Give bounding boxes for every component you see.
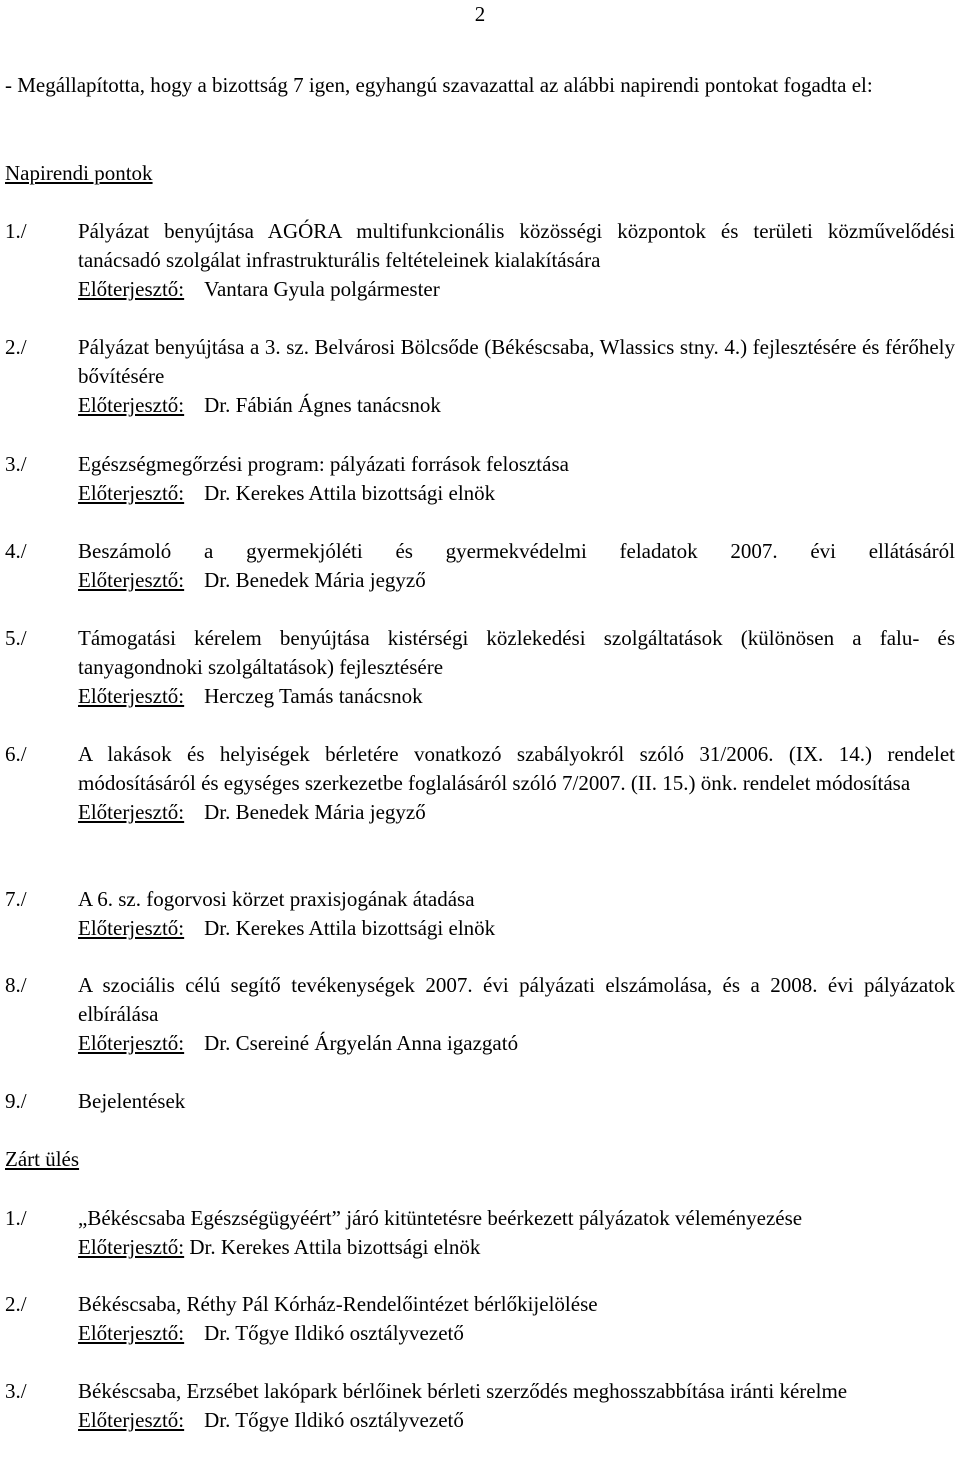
agenda-item-3	[5, 450, 955, 508]
agenda-item-7	[5, 885, 955, 943]
presenter-name: Dr. Csereiné Árgyelán Anna igazgató	[204, 1031, 519, 1055]
page-number: 2	[474, 2, 486, 26]
item-number: 8./	[5, 973, 27, 997]
presenter-label: Előterjesztő:	[78, 393, 185, 417]
agenda-heading: Napirendi pontok	[5, 161, 153, 185]
presenter-name: Dr. Tőgye Ildikó osztályvezető	[204, 1321, 464, 1345]
item-title: Támogatási kérelem benyújtása kistérségi közlekedési szolgáltatások (különösen a falu- és tanyagondnoki szolgáltatások) fejlesztésére	[78, 626, 955, 679]
item-presenter	[78, 391, 955, 420]
presenter-label: Előterjesztő:	[78, 1235, 185, 1259]
item-number: 6./	[5, 742, 27, 766]
item-presenter	[78, 566, 955, 595]
item-number: 2./	[5, 1292, 27, 1316]
item-number: 4./	[5, 539, 27, 563]
closed-item-2	[5, 1290, 955, 1348]
presenter-label: Előterjesztő:	[78, 800, 185, 824]
agenda-item-9	[5, 1087, 955, 1116]
item-title: A lakások és helyiségek bérletére vonatkozó szabályokról szóló 31/2006. (IX. 14.) rendelet módosításáról és egységes szerkezetbe foglalásáról szóló 7/2007. (II. 15.) önk. rendelet módosítása	[78, 742, 955, 795]
presenter-label: Előterjesztő:	[78, 1408, 185, 1432]
item-number: 3./	[5, 452, 27, 476]
item-title: Pályázat benyújtása a 3. sz. Belvárosi Bölcsőde (Békéscsaba, Wlassics stny. 4.) fejlesztésére és férőhely bővítésére	[78, 335, 955, 388]
item-presenter	[78, 479, 955, 508]
item-title: Békéscsaba, Erzsébet lakópark bérlőinek bérleti szerződés meghosszabbítása iránti kérelme	[78, 1379, 848, 1403]
item-title: A szociális célú segítő tevékenységek 2007. évi pályázati elszámolása, és a 2008. évi pályázatok elbírálása	[78, 973, 955, 1026]
item-number: 7./	[5, 887, 27, 911]
presenter-name: Dr. Tőgye Ildikó osztályvezető	[204, 1408, 464, 1432]
agenda-item-8	[5, 971, 955, 1058]
presenter-name: Dr. Fábián Ágnes tanácsnok	[204, 393, 441, 417]
item-number: 1./	[5, 1206, 27, 1230]
item-title: Egészségmegőrzési program: pályázati források felosztása	[78, 452, 569, 476]
item-number: 9./	[5, 1089, 27, 1113]
presenter-label: Előterjesztő:	[78, 568, 185, 592]
presenter-label: Előterjesztő:	[78, 916, 185, 940]
presenter-name: Dr. Benedek Mária jegyző	[204, 568, 426, 592]
item-presenter	[78, 1233, 955, 1262]
item-title: Beszámoló a gyermekjóléti és gyermekvédelmi feladatok 2007. évi ellátásáról	[78, 539, 955, 563]
item-presenter	[78, 798, 955, 827]
item-title: „Békéscsaba Egészségügyéért” járó kitüntetésre beérkezett pályázatok véleményezése	[78, 1206, 803, 1230]
presenter-name: Dr. Kerekes Attila bizottsági elnök	[189, 1235, 481, 1259]
closed-item-3	[5, 1377, 955, 1435]
item-presenter	[78, 275, 955, 304]
item-number: 1./	[5, 219, 27, 243]
presenter-name: Dr. Benedek Mária jegyző	[204, 800, 426, 824]
agenda-item-2	[5, 333, 955, 420]
presenter-name: Herczeg Tamás tanácsnok	[204, 684, 423, 708]
agenda-item-5	[5, 624, 955, 711]
presenter-name: Vantara Gyula polgármester	[204, 277, 440, 301]
item-title: A 6. sz. fogorvosi körzet praxisjogának átadása	[78, 887, 475, 911]
item-number: 5./	[5, 626, 27, 650]
agenda-item-6	[5, 740, 955, 827]
agenda-item-1	[5, 217, 955, 304]
closed-item-1	[5, 1204, 955, 1262]
item-presenter	[78, 1029, 955, 1058]
presenter-label: Előterjesztő:	[78, 1321, 185, 1345]
intro-paragraph: - Megállapította, hogy a bizottság 7 igen, egyhangú szavazattal az alábbi napirendi pontokat fogadta el:	[5, 73, 873, 97]
presenter-label: Előterjesztő:	[78, 1031, 185, 1055]
presenter-name: Dr. Kerekes Attila bizottsági elnök	[204, 481, 496, 505]
item-title: Pályázat benyújtása AGÓRA multifunkcionális közösségi központok és területi közművelődési tanácsadó szolgálat infrastrukturális feltételeinek kialakítására	[78, 219, 955, 272]
closed-session-heading: Zárt ülés	[5, 1147, 80, 1171]
presenter-label: Előterjesztő:	[78, 481, 185, 505]
item-number: 3./	[5, 1379, 27, 1403]
presenter-label: Előterjesztő:	[78, 684, 185, 708]
item-presenter	[78, 1319, 955, 1348]
item-presenter	[78, 682, 955, 711]
item-title: Bejelentések	[78, 1089, 186, 1113]
item-presenter	[78, 914, 955, 943]
presenter-name: Dr. Kerekes Attila bizottsági elnök	[204, 916, 496, 940]
item-presenter	[78, 1406, 955, 1435]
item-title: Békéscsaba, Réthy Pál Kórház-Rendelőintézet bérlőkijelölése	[78, 1292, 598, 1316]
presenter-label: Előterjesztő:	[78, 277, 185, 301]
item-number: 2./	[5, 335, 27, 359]
agenda-item-4	[5, 537, 955, 595]
